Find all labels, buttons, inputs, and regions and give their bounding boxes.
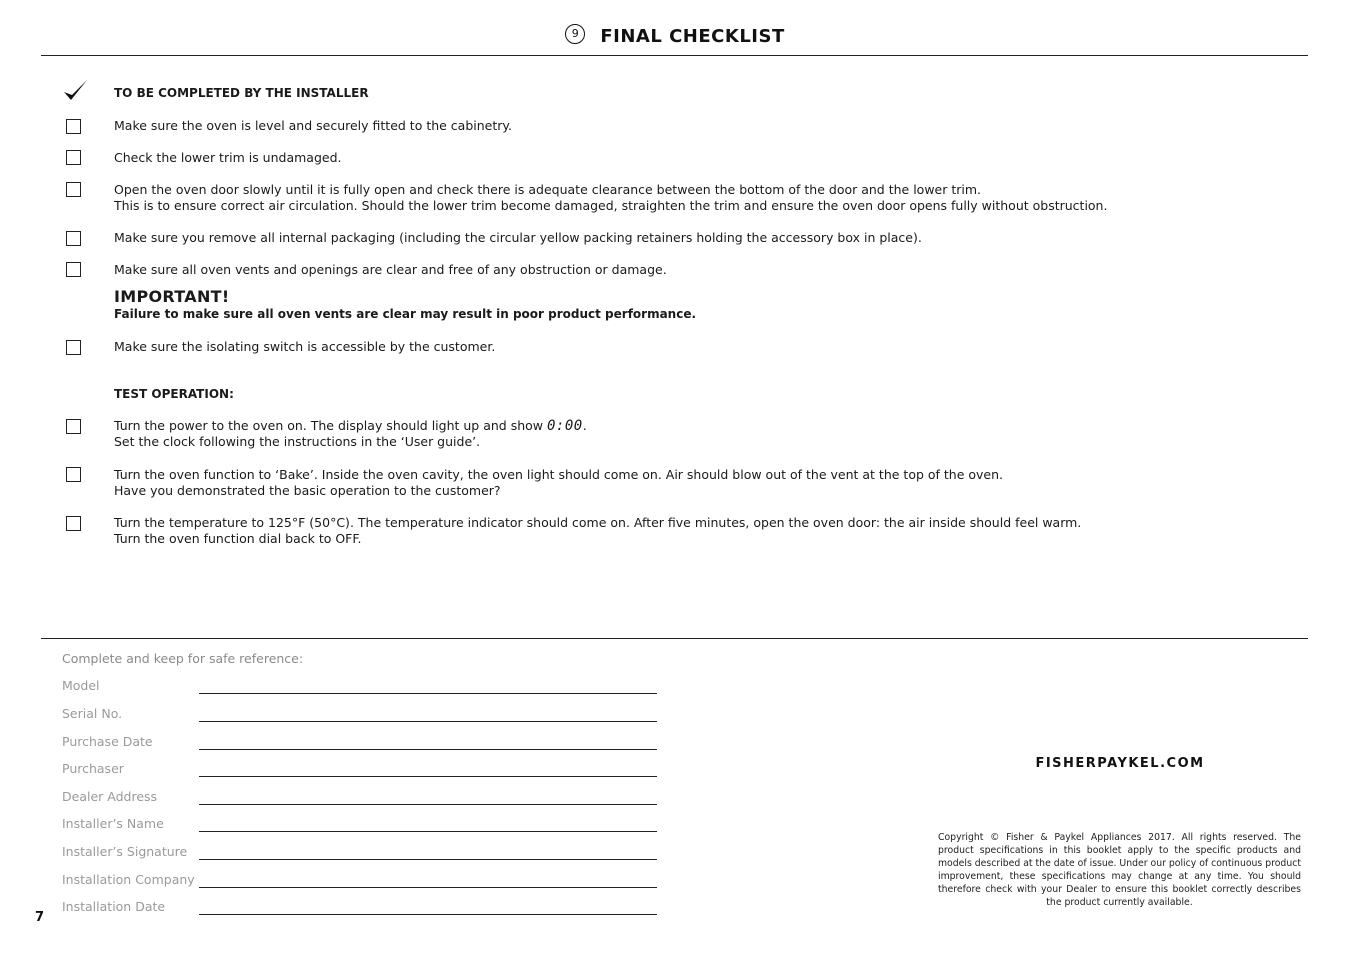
checklist-item-text: Open the oven door slowly until it is fully open and check there is adequate clearance between the bottom of the door and the lower trim. xyxy=(114,182,982,197)
checklist-item-text: Make sure you remove all internal packaging (including the circular yellow packing retainers holding the accessory box in place). xyxy=(114,230,922,245)
purchase-date-input-line[interactable] xyxy=(199,749,657,750)
field-label: Installer’s Signature xyxy=(62,844,188,859)
field-label: Model xyxy=(62,678,100,693)
field-label: Purchase Date xyxy=(62,734,153,749)
installer-heading: TO BE COMPLETED BY THE INSTALLER xyxy=(114,86,369,100)
serial-input-line[interactable] xyxy=(199,721,657,722)
checklist-item-text: This is to ensure correct air circulation. Should the lower trim become damaged, straighten the trim and ensure the oven door opens fully without obstruction. xyxy=(114,198,1108,213)
form-field-model xyxy=(62,678,662,698)
checkbox[interactable] xyxy=(66,182,81,197)
test-item-text: Have you demonstrated the basic operation to the customer? xyxy=(114,483,501,498)
checklist-item-text: Make sure the oven is level and securely fitted to the cabinetry. xyxy=(114,118,512,133)
installer-name-input-line[interactable] xyxy=(199,831,657,832)
copyright-notice: Copyright © Fisher & Paykel Appliances 2017. All rights reserved. The product specifications in this booklet apply to the specific products and models described at the date of issue. Under our policy of continuous product improvement, these specifications may change at any time. You should therefore check with your Dealer to ensure this booklet correctly describes the product currently available. xyxy=(938,832,1301,908)
display-readout: 0:00 xyxy=(546,418,583,434)
page-header xyxy=(0,26,1350,54)
page-title: FINAL CHECKLIST xyxy=(600,26,785,47)
header-divider xyxy=(41,55,1308,56)
website-link[interactable]: FISHERPAYKEL.COM xyxy=(1035,756,1205,771)
form-field-installer-name xyxy=(62,816,662,836)
checkbox[interactable] xyxy=(66,262,81,277)
installation-company-input-line[interactable] xyxy=(199,887,657,888)
checkmark-icon xyxy=(62,78,90,104)
dealer-address-input-line[interactable] xyxy=(199,804,657,805)
form-field-serial xyxy=(62,706,662,726)
checkbox[interactable] xyxy=(66,119,81,134)
field-label: Installation Date xyxy=(62,899,166,914)
checklist-item-text: Make sure the isolating switch is accessible by the customer. xyxy=(114,339,496,354)
form-field-installer-signature xyxy=(62,844,662,864)
important-title: IMPORTANT! xyxy=(114,287,230,306)
test-item-text: Turn the temperature to 125°F (50°C). The temperature indicator should come on. After five minutes, open the oven door: the air inside should feel warm. xyxy=(114,515,1082,530)
field-label: Dealer Address xyxy=(62,789,158,804)
important-text: Failure to make sure all oven vents are clear may result in poor product performance. xyxy=(114,307,697,321)
test-item-text: Set the clock following the instructions in the ‘User guide’. xyxy=(114,434,481,449)
form-field-purchase-date xyxy=(62,734,662,754)
test-item-text-start: Turn the power to the oven on. The display should light up and show xyxy=(114,418,547,433)
installation-date-input-line[interactable] xyxy=(199,914,657,915)
checkbox[interactable] xyxy=(66,231,81,246)
checklist-item-text: Make sure all oven vents and openings are clear and free of any obstruction or damage. xyxy=(114,262,667,277)
form-field-installation-date xyxy=(62,899,662,919)
field-label: Installation Company xyxy=(62,872,195,887)
page-number: 7 xyxy=(35,910,45,925)
installer-signature-input-line[interactable] xyxy=(199,859,657,860)
form-field-installation-company xyxy=(62,872,662,892)
field-label: Purchaser xyxy=(62,761,124,776)
footer-divider xyxy=(41,638,1308,639)
checkbox[interactable] xyxy=(66,419,81,434)
field-label: Serial No. xyxy=(62,706,123,721)
test-item-text: Turn the oven function to ‘Bake’. Inside the oven cavity, the oven light should come on. Air should blow out of the vent at the top of the oven. xyxy=(114,467,1004,482)
section-number-badge: 9 xyxy=(565,24,585,44)
test-item-text xyxy=(114,418,587,434)
checkbox[interactable] xyxy=(66,467,81,482)
purchaser-input-line[interactable] xyxy=(199,776,657,777)
checkbox[interactable] xyxy=(66,340,81,355)
checkbox[interactable] xyxy=(66,150,81,165)
form-field-purchaser xyxy=(62,761,662,781)
reference-heading: Complete and keep for safe reference: xyxy=(62,651,304,666)
test-operation-heading: TEST OPERATION: xyxy=(114,387,234,401)
test-item-text-end: . xyxy=(582,418,587,433)
form-field-dealer-address xyxy=(62,789,662,809)
checklist-item-text: Check the lower trim is undamaged. xyxy=(114,150,342,165)
field-label: Installer’s Name xyxy=(62,816,164,831)
model-input-line[interactable] xyxy=(199,693,657,694)
test-item-text: Turn the oven function dial back to OFF. xyxy=(114,531,362,546)
checkbox[interactable] xyxy=(66,516,81,531)
